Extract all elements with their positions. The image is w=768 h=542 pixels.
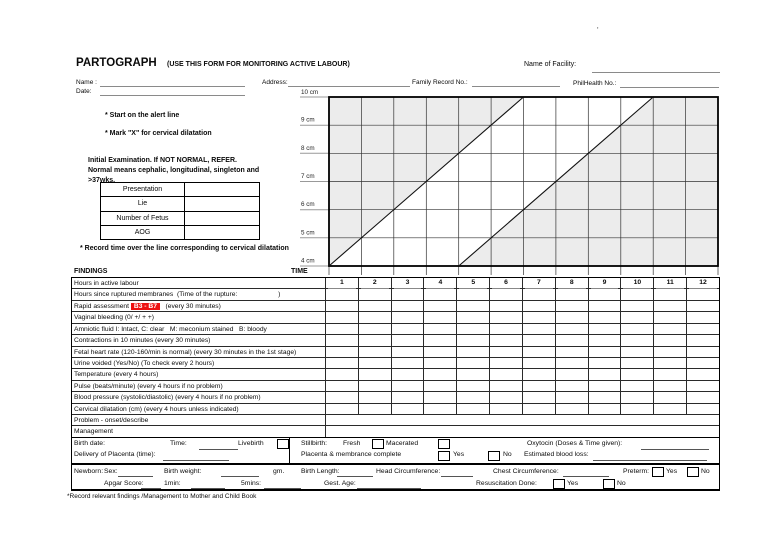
findings-cell[interactable] (556, 278, 589, 288)
findings-cell[interactable] (687, 381, 719, 391)
findings-cell[interactable] (523, 289, 556, 299)
findings-cell[interactable] (687, 301, 719, 311)
findings-cell[interactable] (457, 301, 490, 311)
findings-cell[interactable] (687, 347, 719, 357)
findings-cell[interactable] (621, 381, 654, 391)
head-circumference-field-line[interactable] (441, 476, 473, 477)
placenta-complete-yes-checkbox[interactable] (438, 451, 450, 461)
findings-label-text: (every 30 minutes) (159, 302, 221, 310)
findings-cell[interactable] (523, 369, 556, 379)
findings-cell[interactable] (621, 404, 654, 414)
findings-cell[interactable] (424, 404, 457, 414)
findings-cell[interactable] (457, 347, 490, 357)
gm-label: gm. (273, 468, 285, 475)
findings-cell[interactable] (556, 301, 589, 311)
findings-row (72, 404, 719, 415)
note-initial-exam-3: >37wks. (88, 177, 116, 184)
findings-cell[interactable] (589, 392, 622, 402)
findings-cell[interactable] (359, 347, 392, 357)
preterm-yes-label: Yes (666, 468, 678, 475)
cm-label-9: 9 cm (301, 116, 315, 124)
findings-cell[interactable] (490, 369, 523, 379)
findings-cell[interactable] (523, 278, 556, 288)
exam-row-lie (101, 197, 259, 211)
findings-cell[interactable] (654, 404, 687, 414)
findings-cell[interactable] (621, 347, 654, 357)
findings-cell[interactable] (490, 278, 523, 288)
findings-cell[interactable] (392, 381, 425, 391)
findings-cell[interactable] (654, 381, 687, 391)
findings-cell[interactable] (490, 392, 523, 402)
page-title: PARTOGRAPH (76, 57, 157, 69)
findings-cell[interactable] (326, 335, 359, 345)
findings-cell[interactable] (359, 381, 392, 391)
findings-cell[interactable] (654, 347, 687, 357)
cervical-dilatation-grid[interactable] (296, 85, 720, 277)
newborn-label: Newborn: (74, 468, 104, 475)
hour-number: 11 (656, 278, 684, 289)
findings-cell[interactable] (359, 312, 392, 322)
exam-label: Presentation (101, 183, 185, 196)
findings-cell[interactable] (621, 324, 654, 334)
placenta-complete-no-label: No (503, 451, 512, 458)
findings-cell[interactable] (556, 312, 589, 322)
findings-cell[interactable] (326, 312, 359, 322)
findings-row-label: Temperature (every 4 hours) (72, 369, 326, 379)
gest-age-label: Gest. Age: (324, 480, 356, 487)
exam-value-cell[interactable] (185, 226, 259, 239)
findings-cell[interactable] (490, 347, 523, 357)
findings-row-label: Management (72, 426, 326, 436)
philhealth-label: PhilHealth No.: (573, 80, 617, 87)
findings-cell[interactable] (326, 404, 359, 414)
findings-row (72, 278, 719, 289)
stillbirth-macerated-checkbox[interactable] (438, 439, 450, 449)
findings-cell[interactable] (589, 278, 622, 288)
findings-cell[interactable] (621, 301, 654, 311)
stray-mark: ' (597, 26, 599, 35)
hour-number: 5 (459, 278, 487, 289)
exam-value-cell[interactable] (185, 212, 259, 225)
findings-cell[interactable] (621, 278, 654, 288)
chest-circumference-field-line[interactable] (563, 476, 609, 477)
findings-wide-cell[interactable] (326, 426, 719, 436)
findings-cell[interactable] (326, 301, 359, 311)
findings-cell[interactable] (392, 347, 425, 357)
findings-row (72, 392, 719, 403)
preterm-yes-checkbox[interactable] (652, 467, 664, 477)
findings-cell[interactable] (556, 392, 589, 402)
findings-row-label: Contractions in 10 minutes (every 30 minutes) (72, 335, 326, 345)
findings-cell[interactable] (556, 347, 589, 357)
findings-cell[interactable] (589, 324, 622, 334)
findings-row (72, 312, 719, 323)
apgar-5mins-field-line[interactable] (264, 488, 301, 489)
findings-cell[interactable] (457, 381, 490, 391)
findings-cell[interactable] (654, 369, 687, 379)
hour-number: 3 (394, 278, 422, 289)
findings-cell[interactable] (687, 369, 719, 379)
findings-cell[interactable] (490, 335, 523, 345)
findings-label-text: Rapid assessment (74, 302, 131, 310)
oxytocin-field-line[interactable] (641, 449, 709, 450)
findings-cell[interactable] (556, 289, 589, 299)
findings-cell[interactable] (589, 381, 622, 391)
findings-cell[interactable] (326, 278, 359, 288)
findings-cell[interactable] (589, 312, 622, 322)
findings-row (72, 289, 719, 300)
delivery-placenta-field-line[interactable] (163, 460, 229, 461)
findings-cell[interactable] (490, 289, 523, 299)
findings-cell[interactable] (392, 324, 425, 334)
resuscitation-no-label: No (617, 480, 626, 487)
findings-row-label: Cervical dilatation (cm) (every 4 hours unless indicated) (72, 404, 326, 414)
birth-time-label: Time: (170, 440, 187, 447)
findings-cell[interactable] (687, 335, 719, 345)
findings-cell[interactable] (424, 392, 457, 402)
findings-cell[interactable] (424, 324, 457, 334)
findings-row (72, 358, 719, 369)
findings-cell[interactable] (687, 278, 719, 288)
findings-cell[interactable] (589, 289, 622, 299)
exam-row-aog (101, 226, 259, 239)
stillbirth-fresh-label: Fresh (343, 440, 361, 447)
hour-number: 10 (623, 278, 651, 289)
findings-row (72, 369, 719, 380)
findings-cell[interactable] (490, 381, 523, 391)
cm-label-5: 5 cm (301, 229, 315, 237)
findings-row (72, 335, 719, 346)
placenta-complete-yes-label: Yes (453, 451, 465, 458)
findings-cell[interactable] (523, 312, 556, 322)
findings-cell[interactable] (687, 392, 719, 402)
findings-cell[interactable] (424, 358, 457, 368)
hour-number: 2 (361, 278, 389, 289)
findings-cell[interactable] (359, 335, 392, 345)
findings-cell[interactable] (457, 392, 490, 402)
findings-cell[interactable] (457, 358, 490, 368)
findings-row-label: Blood pressure (systolic/diastolic) (every 4 hours if no problem) (72, 392, 326, 402)
findings-cell[interactable] (654, 358, 687, 368)
hour-number: 9 (591, 278, 619, 289)
findings-cell[interactable] (392, 289, 425, 299)
apgar-5mins-label: 5mins: (241, 480, 262, 487)
findings-cell[interactable] (621, 335, 654, 345)
findings-row-label: Vaginal bleeding (0/ +/ + +) (72, 312, 326, 322)
findings-cell[interactable] (392, 369, 425, 379)
findings-cell[interactable] (490, 358, 523, 368)
resuscitation-yes-label: Yes (567, 480, 579, 487)
stillbirth-label: Stillbirth: (301, 440, 328, 447)
findings-cell[interactable] (687, 358, 719, 368)
findings-cell[interactable] (326, 369, 359, 379)
findings-row (72, 426, 719, 436)
findings-cell[interactable] (392, 301, 425, 311)
exam-row-number-of-fetus (101, 212, 259, 226)
exam-row-presentation (101, 183, 259, 197)
findings-cell[interactable] (392, 358, 425, 368)
findings-cell[interactable] (556, 358, 589, 368)
findings-cell[interactable] (654, 289, 687, 299)
hour-number: 6 (492, 278, 520, 289)
findings-cell[interactable] (556, 404, 589, 414)
apgar-1min-label: 1min: (164, 480, 181, 487)
findings-cell[interactable] (457, 312, 490, 322)
findings-row (72, 301, 719, 312)
findings-cell[interactable] (556, 324, 589, 334)
findings-cell[interactable] (523, 301, 556, 311)
findings-row-label: Pulse (beats/minute) (every 4 hours if no problem) (72, 381, 326, 391)
findings-row (72, 324, 719, 335)
findings-cell[interactable] (556, 369, 589, 379)
findings-cell[interactable] (424, 335, 457, 345)
findings-cell[interactable] (424, 289, 457, 299)
findings-row (72, 415, 719, 426)
findings-wide-cell[interactable] (326, 415, 719, 425)
gest-age-field-line[interactable] (357, 488, 421, 489)
note-record-time: * Record time over the line corresponding to cervical dilatation (80, 245, 289, 252)
findings-cell[interactable] (556, 381, 589, 391)
findings-cell[interactable] (654, 335, 687, 345)
findings-row-label: Hours in active labour (72, 278, 326, 288)
findings-cell[interactable] (589, 335, 622, 345)
findings-cell[interactable] (326, 358, 359, 368)
findings-cell[interactable] (687, 404, 719, 414)
findings-cell[interactable] (326, 289, 359, 299)
findings-cell[interactable] (523, 381, 556, 391)
sex-label: Sex: (104, 468, 118, 475)
findings-cell[interactable] (457, 324, 490, 334)
findings-cell[interactable] (392, 335, 425, 345)
findings-cell[interactable] (589, 347, 622, 357)
findings-cell[interactable] (687, 289, 719, 299)
date-field-line[interactable] (100, 95, 245, 96)
findings-cell[interactable] (490, 312, 523, 322)
findings-row-label: Amniotic fluid I: Intact, C: clear M: meconium stained B: bloody (72, 324, 326, 334)
hour-number: 1 (328, 278, 356, 289)
findings-cell[interactable] (424, 381, 457, 391)
hour-number: 12 (689, 278, 717, 289)
stillbirth-macerated-label: Macerated (386, 440, 419, 447)
delivery-placenta-label: Delivery of Placenta (time): (74, 451, 156, 458)
hour-number: 7 (525, 278, 553, 289)
page-subtitle: (USE THIS FORM FOR MONITORING ACTIVE LABOUR) (167, 61, 350, 68)
hour-number: 8 (558, 278, 586, 289)
apgar-score-field-line[interactable] (141, 488, 161, 489)
findings-cell[interactable] (359, 289, 392, 299)
oxytocin-label: Oxytocin (Doses & Time given): (527, 440, 623, 447)
facility-field-line[interactable] (592, 72, 720, 73)
findings-cell[interactable] (654, 392, 687, 402)
resuscitation-no-checkbox[interactable] (603, 479, 615, 489)
findings-cell[interactable] (621, 289, 654, 299)
findings-cell[interactable] (589, 358, 622, 368)
address-label: Address: (262, 79, 288, 86)
findings-cell[interactable] (457, 289, 490, 299)
findings-cell[interactable] (424, 312, 457, 322)
stillbirth-fresh-checkbox[interactable] (372, 439, 384, 449)
livebirth-label: Livebirth (238, 440, 264, 447)
findings-cell[interactable] (523, 358, 556, 368)
cm-label-7: 7 cm (301, 173, 315, 180)
head-circumference-label: Head Circumference: (376, 468, 441, 475)
preterm-no-checkbox[interactable] (687, 467, 699, 477)
placenta-complete-no-checkbox[interactable] (488, 451, 500, 461)
exam-value-cell[interactable] (185, 183, 259, 196)
birth-length-field-line[interactable] (337, 476, 373, 477)
findings-row-label: Fetal heart rate (120-160/min is normal) (every 30 minutes in the 1st stage) (72, 347, 326, 357)
newborn-section (71, 464, 720, 491)
findings-cell[interactable] (621, 358, 654, 368)
findings-cell[interactable] (326, 324, 359, 334)
findings-row-label: Urine voided (Yes/No) (To check every 2 hours) (72, 358, 326, 368)
cm-label-10: 10 cm (301, 89, 319, 96)
findings-cell[interactable] (589, 404, 622, 414)
preterm-label: Preterm: (623, 468, 650, 475)
rapid-assessment-highlight: B3 - B7 (131, 303, 160, 310)
findings-cell[interactable] (359, 404, 392, 414)
cm-label-8: 8 cm (301, 144, 315, 152)
findings-cell[interactable] (523, 392, 556, 402)
findings-cell[interactable] (359, 392, 392, 402)
findings-cell[interactable] (326, 392, 359, 402)
findings-cell[interactable] (457, 278, 490, 288)
exam-label: AOG (101, 226, 185, 239)
cm-label-4: 4 cm (301, 257, 315, 265)
findings-header: FINDINGS (74, 268, 108, 275)
findings-cell[interactable] (654, 278, 687, 288)
findings-cell[interactable] (589, 301, 622, 311)
findings-cell[interactable] (424, 301, 457, 311)
cm-label-6: 6 cm (301, 201, 315, 209)
findings-cell[interactable] (687, 324, 719, 334)
findings-cell[interactable] (523, 347, 556, 357)
findings-cell[interactable] (392, 404, 425, 414)
findings-row (72, 347, 719, 358)
findings-cell[interactable] (457, 404, 490, 414)
findings-cell[interactable] (523, 404, 556, 414)
findings-cell[interactable] (359, 278, 392, 288)
birth-date-label: Birth date: (74, 440, 105, 447)
placenta-complete-label: Placenta & membrance complete (301, 451, 402, 458)
findings-cell[interactable] (490, 324, 523, 334)
findings-cell[interactable] (523, 324, 556, 334)
preterm-no-label: No (701, 468, 710, 475)
findings-cell[interactable] (392, 278, 425, 288)
findings-cell[interactable] (589, 369, 622, 379)
sex-field-line[interactable] (118, 476, 153, 477)
findings-cell[interactable] (556, 335, 589, 345)
hour-number: 4 (426, 278, 454, 289)
findings-cell[interactable] (654, 312, 687, 322)
findings-cell[interactable] (457, 369, 490, 379)
initial-exam-table (100, 182, 260, 240)
findings-cell[interactable] (359, 369, 392, 379)
birth-length-label: Birth Length: (301, 468, 340, 475)
note-mark-x: * Mark "X" for cervical dilatation (105, 130, 212, 137)
birth-weight-label: Birth weight: (164, 468, 202, 475)
birth-weight-field-line[interactable] (221, 476, 259, 477)
resuscitation-yes-checkbox[interactable] (553, 479, 565, 489)
findings-cell[interactable] (490, 301, 523, 311)
findings-cell[interactable] (490, 404, 523, 414)
findings-cell[interactable] (359, 301, 392, 311)
time-header: TIME (291, 268, 308, 275)
findings-row-label: Problem - onset/describe (72, 415, 326, 425)
apgar-1min-field-line[interactable] (191, 488, 225, 489)
resuscitation-label: Resuscitation Done: (476, 480, 537, 487)
estimated-blood-loss-field-line[interactable] (593, 460, 707, 461)
findings-cell[interactable] (424, 278, 457, 288)
livebirth-checkbox[interactable] (277, 439, 289, 449)
findings-cell[interactable] (424, 347, 457, 357)
findings-cell[interactable] (326, 381, 359, 391)
name-label: Name : (76, 79, 97, 86)
footer-note: *Record relevant findings /Management to Mother and Child Book (67, 493, 257, 500)
findings-cell[interactable] (621, 312, 654, 322)
findings-row-label: Hours since ruptured membranes (Time of the rupture: ) (72, 289, 326, 299)
findings-cell[interactable] (326, 347, 359, 357)
exam-label: Lie (101, 197, 185, 210)
exam-value-cell[interactable] (185, 197, 259, 210)
findings-cell[interactable] (359, 324, 392, 334)
findings-cell[interactable] (392, 312, 425, 322)
family-record-label: Family Record No.: (412, 79, 468, 86)
findings-cell[interactable] (621, 369, 654, 379)
estimated-blood-loss-label: Estimated blood loss: (524, 451, 589, 458)
findings-cell[interactable] (523, 335, 556, 345)
apgar-score-label: Apgar Score: (104, 480, 144, 487)
findings-row (72, 381, 719, 392)
delivery-section-divider (289, 438, 290, 463)
note-initial-exam-1: Initial Examination. If NOT NORMAL, REFER. (88, 157, 237, 164)
name-field-line[interactable] (100, 86, 245, 87)
exam-label: Number of Fetus (101, 212, 185, 225)
chest-circumference-label: Chest Circumference: (493, 468, 559, 475)
findings-cell[interactable] (359, 358, 392, 368)
findings-table (71, 277, 720, 438)
findings-cell[interactable] (654, 324, 687, 334)
grid-column-stubs (329, 266, 718, 275)
birth-time-field-line[interactable] (199, 449, 238, 450)
note-initial-exam-2: Normal means cephalic, longitudinal, singleton and (88, 167, 260, 174)
findings-cell[interactable] (687, 312, 719, 322)
note-start-alert-line: * Start on the alert line (105, 112, 180, 119)
findings-cell[interactable] (654, 301, 687, 311)
findings-cell[interactable] (392, 392, 425, 402)
findings-cell[interactable] (621, 392, 654, 402)
findings-row-label (72, 301, 326, 311)
findings-cell[interactable] (424, 369, 457, 379)
findings-cell[interactable] (457, 335, 490, 345)
facility-label: Name of Facility: (524, 61, 577, 68)
date-label: Date: (76, 88, 92, 95)
delivery-section (71, 437, 720, 464)
